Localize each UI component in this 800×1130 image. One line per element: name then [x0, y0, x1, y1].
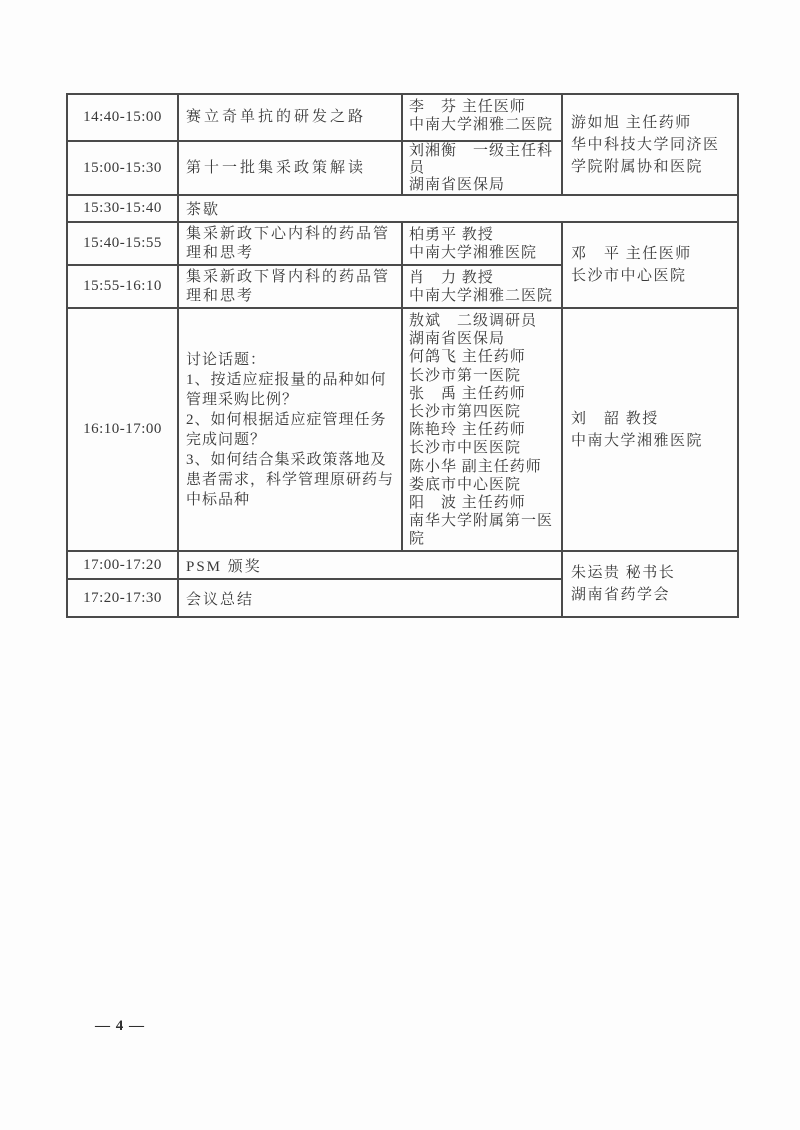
agenda-row [67, 551, 738, 579]
speaker-org: 湖南省医保局 [409, 177, 506, 193]
panelist-org: 湖南省医保局 [409, 331, 506, 348]
moderator-name: 刘 韶 教授 [571, 410, 659, 427]
moderator-name: 朱运贵 秘书长 [571, 565, 676, 581]
agenda-row [67, 222, 738, 265]
speaker-name: 肖 力 教授 [409, 270, 494, 286]
moderator-org: 湖南省药学会 [571, 587, 671, 603]
time-cell: 15:30-15:40 [67, 195, 178, 222]
topic-item: 2、如何根据适应症管理任务完成问题？ [186, 411, 387, 448]
time-cell: 15:55-16:10 [67, 265, 178, 308]
discussion-topics-cell [178, 308, 402, 551]
panelist-name: 阳 波 主任药师 [409, 495, 526, 512]
panelist-name: 陈艳玲 主任药师 [409, 422, 526, 439]
speaker-org: 中南大学湘雅医院 [409, 245, 538, 261]
moderator-cell [562, 94, 738, 195]
speaker-org: 中南大学湘雅二医院 [409, 117, 554, 133]
moderator-name: 游如旭 主任药师 [571, 114, 692, 131]
time-cell: 16:10-17:00 [67, 308, 178, 551]
panelist-org: 南华大学附属第一医院 [409, 513, 554, 548]
panelist-name: 张 禹 主任药师 [409, 385, 526, 402]
panelist-org: 长沙市第四医院 [409, 404, 522, 421]
moderator-name: 邓 平 主任医师 [571, 246, 692, 262]
award-label: PSM 颁奖 [178, 551, 562, 579]
speaker-cell [402, 265, 562, 308]
break-label: 茶歇 [178, 195, 738, 222]
panelist-org: 长沙市第一医院 [409, 367, 522, 384]
moderator-cell [562, 551, 738, 617]
agenda-row [67, 308, 738, 551]
speaker-name: 柏勇平 教授 [409, 227, 494, 243]
page-number: — 4 — [95, 1018, 145, 1034]
panelist-name: 何鸽飞 主任药师 [409, 349, 526, 366]
agenda-row [67, 94, 738, 141]
agenda-row [67, 195, 738, 222]
time-cell: 15:40-15:55 [67, 222, 178, 265]
moderator-cell [562, 222, 738, 308]
time-cell: 17:00-17:20 [67, 551, 178, 579]
moderator-org: 华中科技大学同济医学院附属协和医院 [571, 136, 720, 175]
session-title: 第十一批集采政策解读 [178, 141, 402, 195]
speaker-cell [402, 222, 562, 265]
agenda-table [66, 93, 739, 618]
speaker-org: 中南大学湘雅二医院 [409, 288, 554, 304]
moderator-org: 中南大学湘雅医院 [571, 432, 704, 449]
topic-heading: 讨论话题： [186, 351, 267, 368]
speaker-name: 李 芬 主任医师 [409, 99, 526, 115]
session-title: 集采新政下心内科的药品管理和思考 [178, 222, 402, 265]
session-title: 赛立奇单抗的研发之路 [178, 94, 402, 141]
summary-label: 会议总结 [178, 579, 562, 617]
speaker-name: 刘湘衡 一级主任科员 [409, 143, 554, 176]
moderator-cell [562, 308, 738, 551]
topic-item: 1、按适应症报量的品种如何管理采购比例？ [186, 371, 387, 408]
speaker-cell [402, 94, 562, 141]
session-title: 集采新政下肾内科的药品管理和思考 [178, 265, 402, 308]
panelist-name: 敖斌 二级调研员 [409, 313, 538, 329]
panelists-cell [402, 308, 562, 551]
time-cell: 17:20-17:30 [67, 579, 178, 617]
moderator-org: 长沙市中心医院 [571, 268, 687, 284]
panelist-org: 娄底市中心医院 [409, 476, 522, 493]
time-cell: 14:40-15:00 [67, 94, 178, 141]
speaker-cell [402, 141, 562, 195]
panelist-org: 长沙市中医医院 [409, 440, 522, 457]
topic-item: 3、如何结合集采政策落地及患者需求，科学管理原研药与中标品种 [186, 451, 395, 508]
panelist-name: 陈小华 副主任药师 [409, 458, 542, 475]
time-cell: 15:00-15:30 [67, 141, 178, 195]
